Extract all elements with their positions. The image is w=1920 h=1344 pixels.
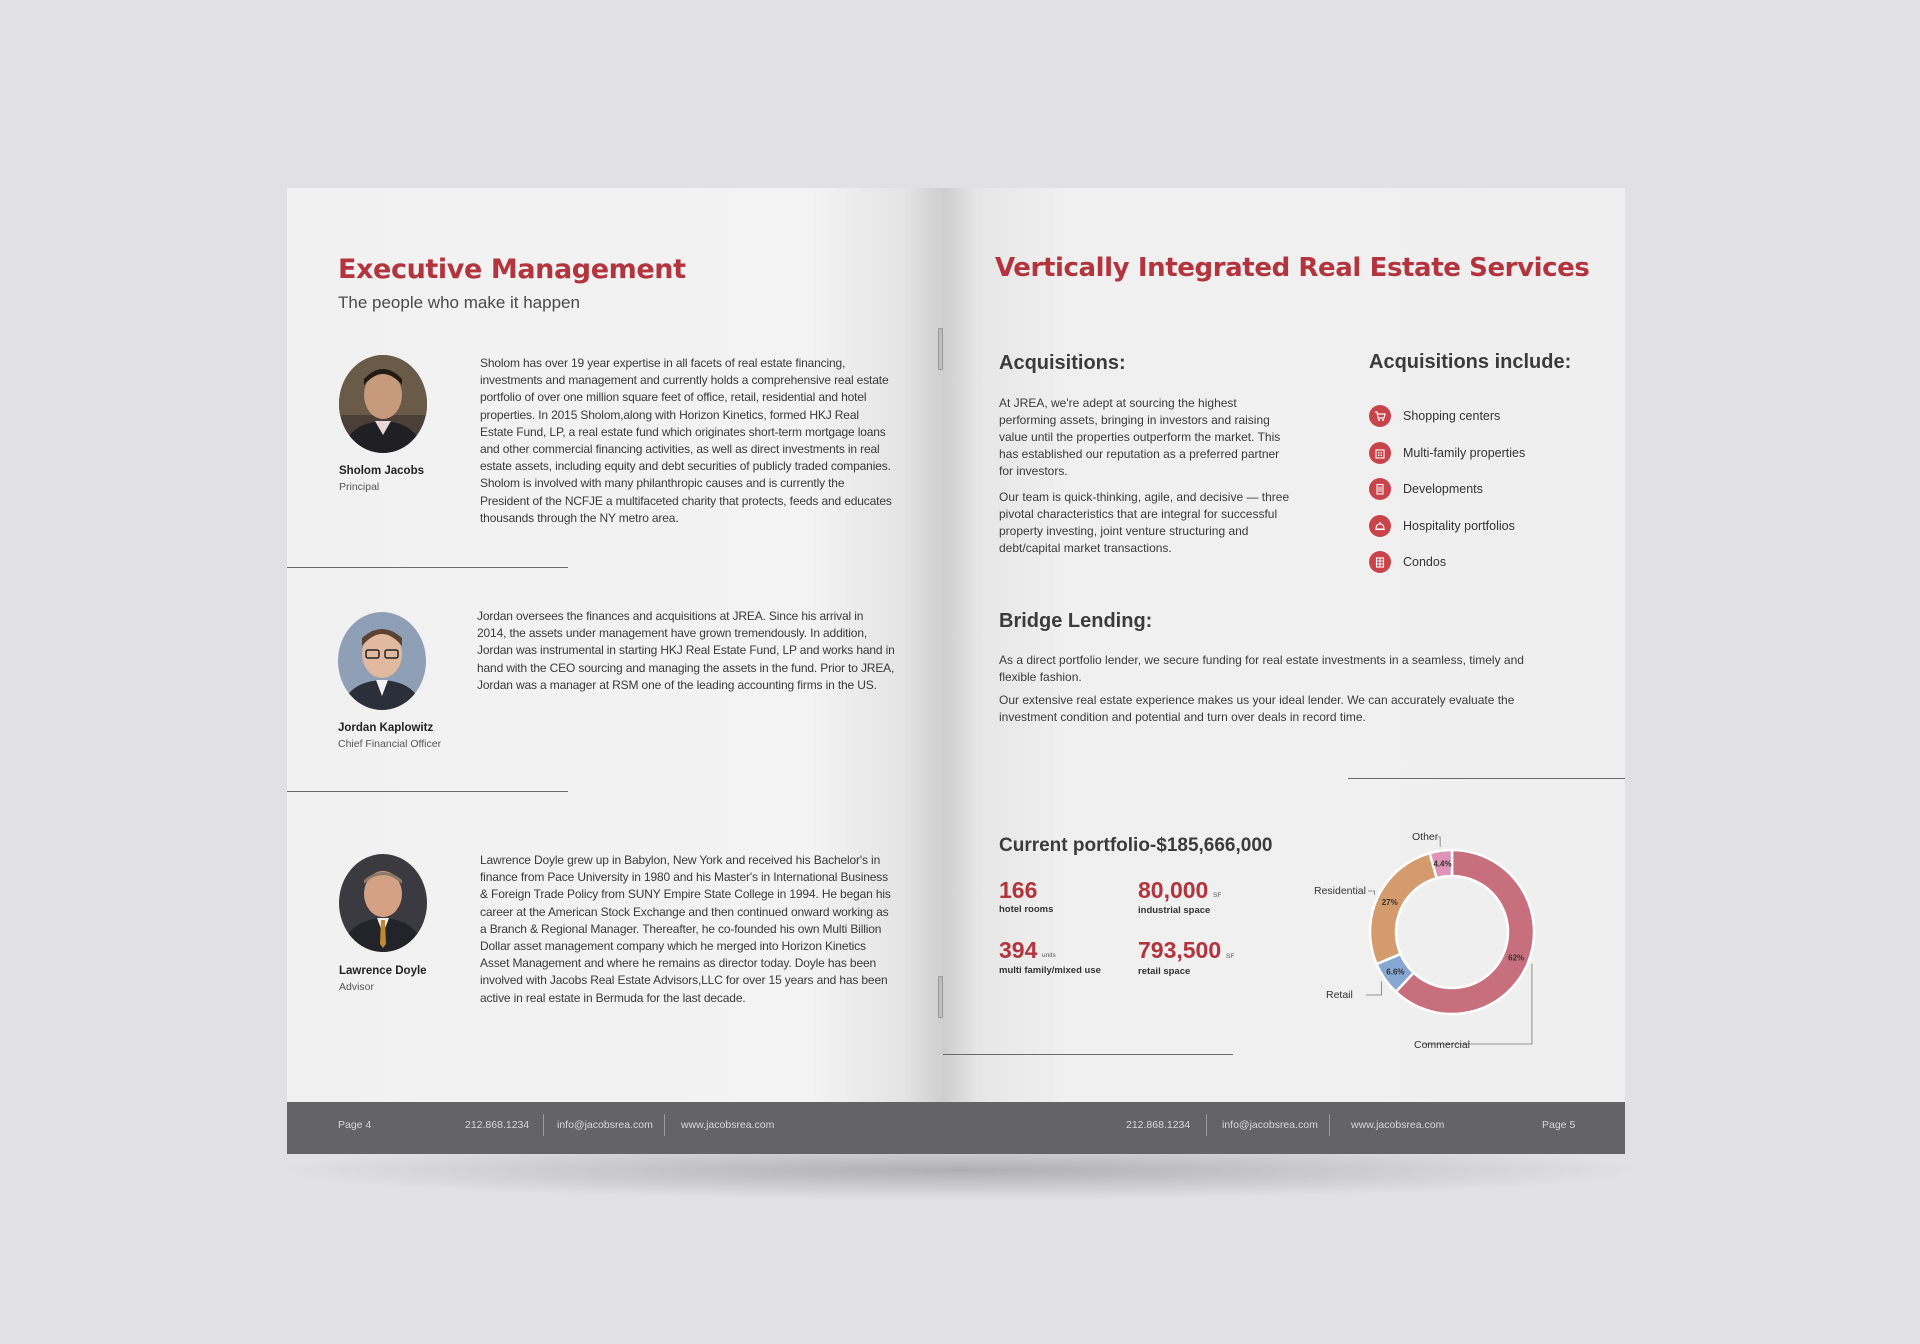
building-icon (1369, 478, 1391, 500)
list-item-label: Developments (1403, 482, 1483, 497)
donut-category-label: Residential (1314, 885, 1366, 897)
right-page (943, 188, 1625, 1154)
apartment-icon (1369, 442, 1391, 464)
person-bio: Jordan oversees the finances and acquisitions at JREA. Since his arrival in 2014, the assets under management have grown tremendously. In addition, Jordan was instrumental in starting HKJ Real Estate Fund, LP and works hand in hand with the CEO sourcing and managing the assets in the fund. Prior to JREA, Jordan was a manager at RSM one of the leading accounting firms in the US. (477, 609, 895, 692)
acquisitions-list (1369, 398, 1525, 581)
stat-value: 394 (999, 937, 1038, 963)
person-role: Advisor (339, 981, 375, 993)
list-item (1369, 398, 1525, 435)
stat-unit: SF (1226, 953, 1235, 960)
bridge-lending-text: As a direct portfolio lender, we secure funding for real estate investments in a seamless, timely and flexible fashion. (999, 653, 1524, 684)
donut-leader-line (1366, 981, 1381, 995)
stat-label: hotel rooms (999, 904, 1054, 915)
divider (943, 1054, 1233, 1055)
donut-leader-line (1438, 837, 1440, 847)
donut-leader-line (1368, 891, 1374, 895)
portfolio-heading: Current portfolio-$185,666,000 (999, 835, 1273, 856)
donut-category-label: Commercial (1414, 1039, 1471, 1051)
list-item (1369, 435, 1525, 472)
avatar-jordan-kaplowitz (338, 612, 426, 710)
acquisitions-include-heading: Acquisitions include: (1369, 351, 1572, 373)
person-bio: Lawrence Doyle grew up in Babylon, New York and received his Bachelor's in finance from Pace University in 1980 and his Master's in International Business & Foreign Trade Policy from SUNY Empire State College in 1994. He began his career at the American Stock Exchange and then continued onward working as a Branch & Regional Manager. Thereafter, he co-founded his own Multi Billion Dollar asset management company which he merged into Horizon Kinetics Asset Management and where he remains as director today. Doyle has been involved with Jacobs Real Estate Advisors,LLC for over 15 years and has been active in real estate in Bermuda for the last decade. (480, 853, 891, 1005)
person-role: Principal (339, 481, 380, 493)
page-title: Executive Management (338, 254, 686, 285)
portfolio-donut-chart (1306, 830, 1606, 1070)
condo-icon (1369, 551, 1391, 573)
person-role: Chief Financial Officer (338, 738, 442, 750)
page-title: Vertically Integrated Real Estate Services (995, 253, 1590, 283)
bridge-lending-text: Our extensive real estate experience makes us your ideal lender. We can accurately evaluate the investment condition and potential and turn over deals in record time. (999, 693, 1515, 724)
acquisitions-text: At JREA, we're adept at sourcing the highest performing assets, bringing in investors and raising value until the properties outperform the market. This has established our reputation as a preferred partner for investors. (999, 396, 1281, 478)
stat-label: industrial space (1138, 905, 1211, 916)
list-item-label: Condos (1403, 555, 1447, 570)
page-number: Page 5 (1542, 1119, 1576, 1131)
right-footer (943, 1102, 1625, 1154)
list-item (1369, 471, 1525, 508)
footer-website[interactable]: www.jacobsrea.com (1351, 1119, 1445, 1131)
left-page (287, 188, 943, 1154)
person-bio: Sholom has over 19 year expertise in all facets of real estate financing, investments and management and currently holds a comprehensive real estate portfolio of over one million square feet of office, retail, residential and hotel properties. In 2015 Sholom,along with Horizon Kinetics, formed HKJ Real Estate Fund, LP, a real estate fund which originates short-term mortgage loans and other commercial financing activities, as well as direct investments in real estate assets, including equity and debt securities of publicly traded companies. Sholom is involved with many philanthropic causes and is currently the President of the NCFJE a multifaceted charity that protects, feeds and educates thousands through the NY metro area. (480, 356, 892, 525)
avatar-sholom-jacobs (339, 355, 427, 453)
footer-email[interactable]: info@jacobsrea.com (557, 1119, 653, 1131)
donut-category-label: Retail (1326, 989, 1353, 1001)
left-footer (287, 1102, 943, 1154)
footer-website[interactable]: www.jacobsrea.com (681, 1119, 775, 1131)
list-item (1369, 544, 1525, 581)
divider (287, 791, 568, 792)
footer-separator (664, 1114, 665, 1136)
stat-label: multi family/mixed use (999, 965, 1101, 976)
bell-icon (1369, 515, 1391, 537)
divider (287, 567, 568, 568)
divider (1348, 778, 1625, 779)
footer-phone: 212.868.1234 (465, 1119, 530, 1131)
footer-separator (1329, 1114, 1330, 1136)
donut-category-label: Other (1412, 831, 1439, 843)
stat-value: 793,500 (1138, 937, 1222, 963)
donut-value-label: 27% (1381, 898, 1398, 908)
avatar-lawrence-doyle (339, 854, 427, 952)
donut-value-label: 4.4% (1433, 859, 1452, 869)
person-name: Sholom Jacobs (339, 465, 424, 477)
footer-phone: 212.868.1234 (1126, 1119, 1191, 1131)
list-item (1369, 508, 1525, 545)
list-item-label: Shopping centers (1403, 409, 1501, 424)
stat-unit: SF (1213, 892, 1222, 899)
footer-separator (543, 1114, 544, 1136)
person-name: Lawrence Doyle (339, 965, 427, 977)
stat-value: 166 (999, 877, 1038, 903)
page-number: Page 4 (338, 1119, 372, 1131)
stat-value: 80,000 (1138, 877, 1209, 903)
list-item-label: Multi-family properties (1403, 445, 1526, 460)
donut-value-label: 6.6% (1386, 967, 1405, 977)
acquisitions-heading: Acquisitions: (999, 352, 1126, 374)
footer-email[interactable]: info@jacobsrea.com (1222, 1119, 1318, 1131)
person-name: Jordan Kaplowitz (338, 722, 434, 734)
stat-unit: units (1042, 952, 1056, 959)
bridge-lending-heading: Bridge Lending: (999, 610, 1153, 632)
acquisitions-text: Our team is quick-thinking, agile, and decisive — three pivotal characteristics that are integral for successful property investing, joint venture structuring and debt/capital market transactions. (999, 490, 1290, 555)
shopping-cart-icon (1369, 405, 1391, 427)
list-item-label: Hospitality portfolios (1403, 518, 1515, 533)
page-subtitle: The people who make it happen (338, 293, 580, 312)
stat-label: retail space (1138, 966, 1191, 977)
footer-separator (1206, 1114, 1207, 1136)
donut-slice-residential (1370, 853, 1437, 964)
donut-value-label: 62% (1508, 953, 1525, 963)
